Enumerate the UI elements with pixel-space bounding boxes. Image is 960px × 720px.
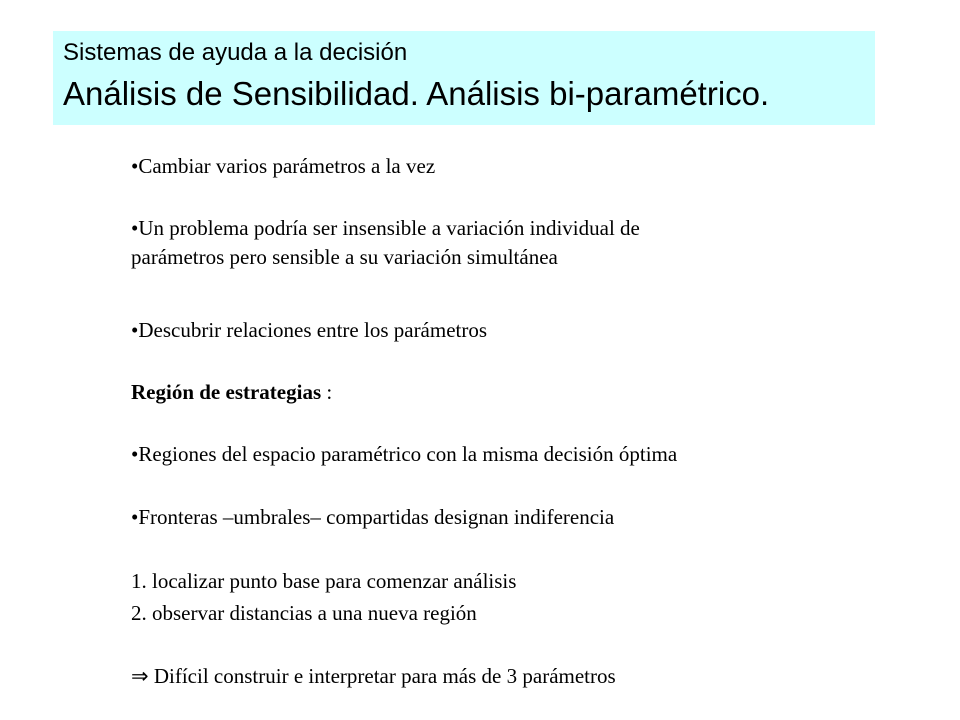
implies-arrow-icon: ⇒ (131, 664, 149, 688)
bullet-change-parameters: •Cambiar varios parámetros a la vez (131, 154, 436, 178)
slide-subtitle: Sistemas de ayuda a la decisión (63, 39, 408, 66)
section-heading-colon: : (321, 380, 333, 404)
bullet-regions: •Regiones del espacio paramétrico con la misma decisión óptima (131, 442, 678, 466)
conclusion (131, 662, 616, 690)
title-banner (53, 31, 875, 125)
step-2: 2. observar distancias a una nueva región (131, 601, 477, 625)
bullet-frontiers: •Fronteras –umbrales– compartidas designan indiferencia (131, 505, 615, 529)
slide-title: Análisis de Sensibilidad. Análisis bi-paramétrico. (63, 75, 770, 112)
bullet-insensitive-line-2: parámetros pero sensible a su variación simultánea (131, 245, 558, 269)
bullet-relations: •Descubrir relaciones entre los parámetros (131, 318, 488, 342)
bullet-insensitive-line-1: •Un problema podría ser insensible a variación individual de (131, 216, 640, 240)
section-heading (131, 378, 332, 406)
section-heading-label: Región de estrategias (131, 380, 322, 404)
conclusion-text: Difícil construir e interpretar para más de 3 parámetros (148, 664, 616, 688)
step-1: 1. localizar punto base para comenzar análisis (131, 569, 517, 593)
